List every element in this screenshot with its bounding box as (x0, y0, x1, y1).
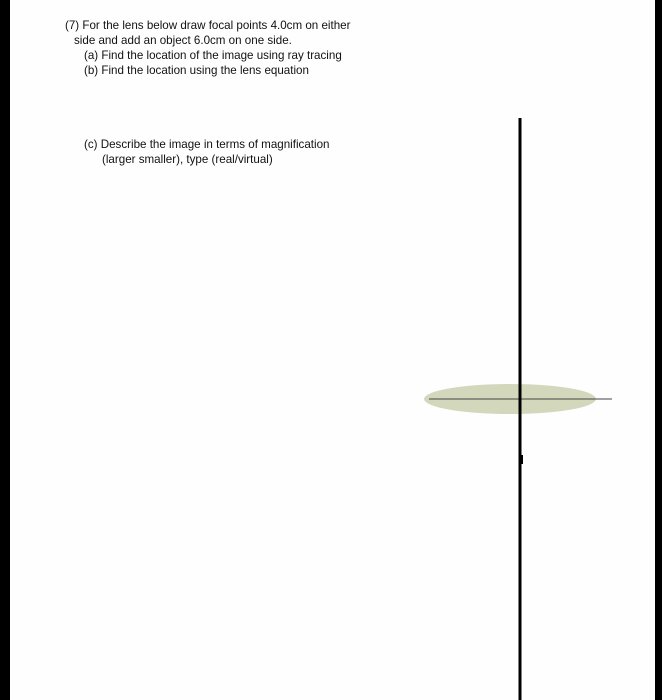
lens-line-tick (521, 455, 523, 464)
question-part-c-line-2: (larger smaller), type (real/virtual) (102, 153, 273, 166)
question-part-a: (a) Find the location of the image using ray tracing (84, 49, 342, 62)
question-part-c-line-1: (c) Describe the image in terms of magnification (84, 138, 330, 151)
worksheet-page (10, 0, 655, 700)
question-line-1: (7) For the lens below draw focal points 4.0cm on either (65, 19, 351, 32)
question-part-b: (b) Find the location using the lens equation (84, 64, 309, 77)
question-line-2: side and add an object 6.0cm on one side. (74, 34, 292, 47)
lens-diagram (10, 0, 655, 700)
